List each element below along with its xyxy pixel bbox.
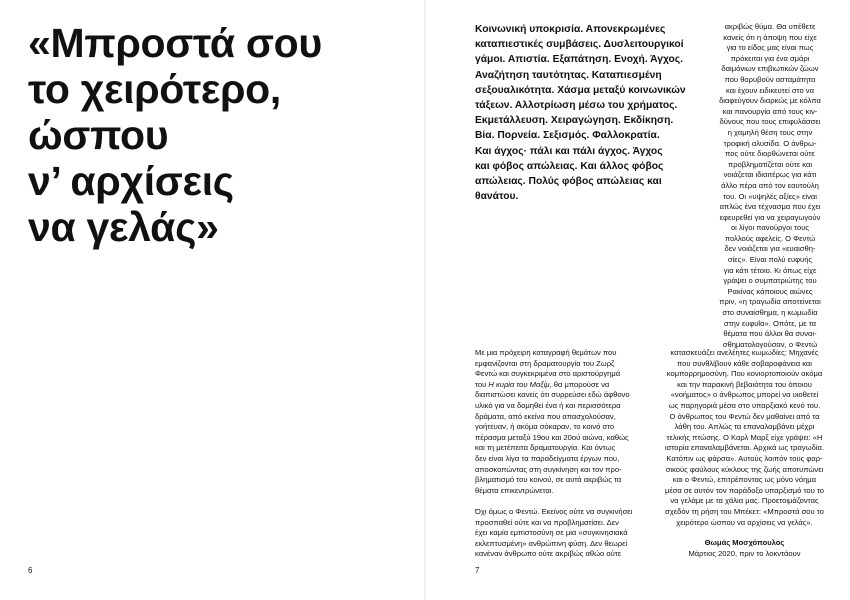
text-line: λάθη του. Απλώς τα επαναλαμβάνει μέχρι xyxy=(674,422,815,432)
lead-paragraph xyxy=(475,22,705,204)
title-line: ώσπου xyxy=(28,112,169,158)
text-line: τελικής πτώσης. Ο Καρλ Μαρξ είχε γράψει: «Η xyxy=(666,432,823,442)
text-line: κανείς ότι η άποψη που είχε xyxy=(723,32,817,42)
text-line: Όχι όμως ο Φεντώ. Εκείνος ούτε να συγκινήσει xyxy=(475,506,633,516)
text-line: και τη μετέπειτα δραματουργία. Και όντως xyxy=(475,443,616,453)
text-line: Βία. Πορνεία. Σεξισμός. Φαλλοκρατία. xyxy=(475,130,660,142)
text-line: Φεντώ και συγκεκριμένα στο αριστούργημά xyxy=(475,369,621,379)
text-line: τροφική αλυσίδα. Ο άνθρω- xyxy=(723,138,817,148)
signature-date: Μάρτιος 2020, πριν το λοκντάουν xyxy=(688,548,801,558)
text-line: αποσκοπώντας στη συγκίνηση και τον προ- xyxy=(475,464,622,474)
text-line: θέματα που άλλοι θα συναι- xyxy=(723,329,817,339)
spread-gutter xyxy=(424,0,426,600)
text-line: Κατόπιν ως φάρσα». Αυτούς λοιπόν τους φαρ- xyxy=(666,453,823,463)
text-line: για το είδος μας είναι πως xyxy=(726,43,814,53)
text-line: νοιάζεται ιδιαιτέρως για κάτι xyxy=(723,170,817,180)
text-line: δαιμόνιων επιβιωτικών ζώων xyxy=(721,64,819,74)
text-line: πος ούτε διορθώνεται ούτε xyxy=(725,149,815,159)
text-line: και ο Φεντώ, επιτρέποντας ως μόνο νόημα xyxy=(672,475,817,485)
text-line: για κάτι τέτοιο. Κι όπως είχε xyxy=(723,265,817,275)
text-line: του Η κυρία του Μαξίμ, θα μπορούσε να xyxy=(475,379,610,389)
page-number-left: 6 xyxy=(28,566,33,575)
text-line: απώλειας. Πολύς φόβος απώλειας και xyxy=(475,176,662,188)
text-line: του. Οι «υψηλές αξίες» είναι xyxy=(723,191,817,201)
text-line: Και άγχος· πάλι και πάλι άγχος. Άγχος xyxy=(475,145,663,157)
title-line: «Μπροστά σου xyxy=(28,20,322,66)
page-number-right: 7 xyxy=(475,566,480,575)
text-line: δράματα, από εκείνα που απασχολούσαν, xyxy=(475,411,616,421)
text-line: Κοινωνική υποκρισία. Απονεκρωμένες xyxy=(475,24,666,35)
title-line: το χειρότερο, xyxy=(28,66,281,112)
text-line: σικούς φαύλους κύκλους της ζωής αποτυπώνει xyxy=(665,464,824,474)
text-line: ως παρηγοριά μέσα στο υπαρξιακό κενό του. xyxy=(668,400,821,410)
text-line: Με μια πρόχειρη καταγραφή θεμάτων που xyxy=(475,348,617,357)
text-line: πολλούς αφελείς. Ο Φεντώ xyxy=(724,233,816,243)
text-line: άλλο πέρα από τον εαυτούλη xyxy=(721,180,819,190)
side-column xyxy=(714,22,826,350)
text-line: υλικό για να δομηθεί ένα ή και περισσότερα xyxy=(475,400,621,410)
text-line: δύνους που τους επιφυλάσσει xyxy=(719,117,821,127)
text-line: τάξεων. Αλλοτρίωση μέσω του χρήματος. xyxy=(475,100,678,112)
text-line: και φόβος απώλειας. Και άλλος φόβος xyxy=(475,160,664,172)
text-line: θανάτου. xyxy=(475,191,519,203)
text-line: και την παρακινή βεβαιότητα του όποιου xyxy=(677,379,812,389)
text-line: σίες». Είναι πολύ ευφυής xyxy=(727,255,813,265)
text-line: πέρασμα μεταξύ 19ου και 20ού αιώνα, καθώς xyxy=(475,432,629,442)
text-line: γάμοι. Απιστία. Εξαπάτηση. Ενοχή. Άγχος. xyxy=(475,54,684,66)
author-signature: Θωμάς Μοσχόπουλος xyxy=(704,538,785,548)
text-line: χειρότερο ώσπου να αρχίσεις να γελάς». xyxy=(676,517,813,527)
text-line: διαφεύγουν διαρκώς με κόλπα xyxy=(719,96,821,106)
text-line: «νοήματος» ο άνθρωπος μπορεί να υιοθετεί xyxy=(670,390,819,400)
text-line: βληματισμό του κοινού, σε αυτά ακριβώς τα xyxy=(475,475,622,485)
text-line: Ρακίνας κάποιους αιώνες xyxy=(727,286,813,296)
text-line: στο συναίσθημα, η κωμωδία xyxy=(722,308,818,318)
text-line: κανέναν άνθρωπο ούτε ακριβώς αθώο ούτε xyxy=(475,549,622,559)
text-line: σθηματολογούσαν, ο Φεντώ xyxy=(722,339,818,349)
text-line: καταπιεστικές συμβάσεις. Δυσλειτουργικοί xyxy=(475,39,684,51)
text-line: εμφανίζονται στη δραματουργία του Ζωρζ xyxy=(475,358,615,368)
text-line: Εκμετάλλευση. Χειραγώγηση. Εκδίκηση. xyxy=(475,115,674,127)
text-line: που συνθλίβουν κάθε σοβαροφάνεια και xyxy=(677,358,812,368)
text-line: που θορυβούν ασταμάτητα xyxy=(724,74,816,84)
text-line: ακριβώς θύμα. Θα υπέθετε xyxy=(724,22,816,31)
text-line: μέσα σε αυτόν τον παράδοξο υπαρξισμό του το xyxy=(664,485,824,495)
text-line: προσπαθεί ούτε και να προβληματίσει. Δεν xyxy=(475,517,619,527)
text-line: πριν, «η τραγωδία αποτείνεται xyxy=(719,297,821,307)
text-line: εκλεπτυσμένη» ανθρώπινη φύση. Δεν θεωρεί xyxy=(475,538,628,548)
text-line: σχεδόν τη ρήση του Μπέκετ: «Μπροστά σου το xyxy=(665,506,824,516)
text-line: γοήτευαν, ή ακόμα σόκαραν, το κοινό στο xyxy=(475,422,615,432)
text-line: να γελάμε με τα χάλια μας. Προετοιμάζοντας xyxy=(670,496,819,506)
text-line: ιστορία επαναλαμβάνεται. Αρχικά ως τραγωδία. xyxy=(664,443,825,453)
text-line: η χαμηλή θέση τους στην xyxy=(727,127,813,137)
text-line: και έχουν ειδικευτεί στο να xyxy=(726,85,814,95)
text-line: Ο άνθρωπος του Φεντώ δεν μαθαίνει από τα xyxy=(669,411,820,421)
text-line: στην ευφυΐα». Οπότε, με τα xyxy=(724,318,816,328)
text-line: σεξουαλικότητα. Χάσμα μεταξύ κοινωνικών xyxy=(475,84,686,96)
text-line: απλώς ένα τέχνασμα που έχει xyxy=(719,202,821,212)
text-line: και πανουργία από τους κιν- xyxy=(722,106,818,116)
body-column-b xyxy=(657,348,832,559)
text-line: κομπορρημοσύνη. Που κονιορτοποιούν ακόμα xyxy=(666,369,823,379)
text-line: Αναζήτηση ταυτότητας. Καταπιεσμένη xyxy=(475,69,662,81)
text-line: θέματα επικεντρώνεται. xyxy=(475,485,554,495)
text-line: δεν νοιάζεται για «ευαισθη- xyxy=(724,244,816,254)
body-column-a xyxy=(475,348,650,560)
text-line: διαπιστώσει κανείς ότι συρρεύσει εδώ άφθονο xyxy=(475,390,630,400)
title-line: ν’ αρχίσεις xyxy=(28,158,234,204)
text-line: κατασκευάζει ανελέητες κωμωδίες: Μηχανές xyxy=(670,348,819,357)
text-line: προβληματίζεται ούτε και xyxy=(727,159,813,169)
text-line: εφευρεθεί για να χειραγωγούν xyxy=(719,212,821,222)
play-title: Η κυρία του Μαξίμ xyxy=(488,379,550,389)
title-line: να γελάς» xyxy=(28,204,219,250)
text-line: έχει καμία εμπιστοσύνη σε μια «συγκινησιακά xyxy=(475,528,628,538)
text-line: δεν είναι λίγα τα παραδείγματα έργων που, xyxy=(475,453,620,463)
text-line: οι λίγοι πανούργοι τους xyxy=(730,223,810,233)
text-line: πρόκειται για ένα σμάρι xyxy=(730,53,810,63)
text-line: γράψει ο συμπατριώτης του xyxy=(723,276,817,286)
